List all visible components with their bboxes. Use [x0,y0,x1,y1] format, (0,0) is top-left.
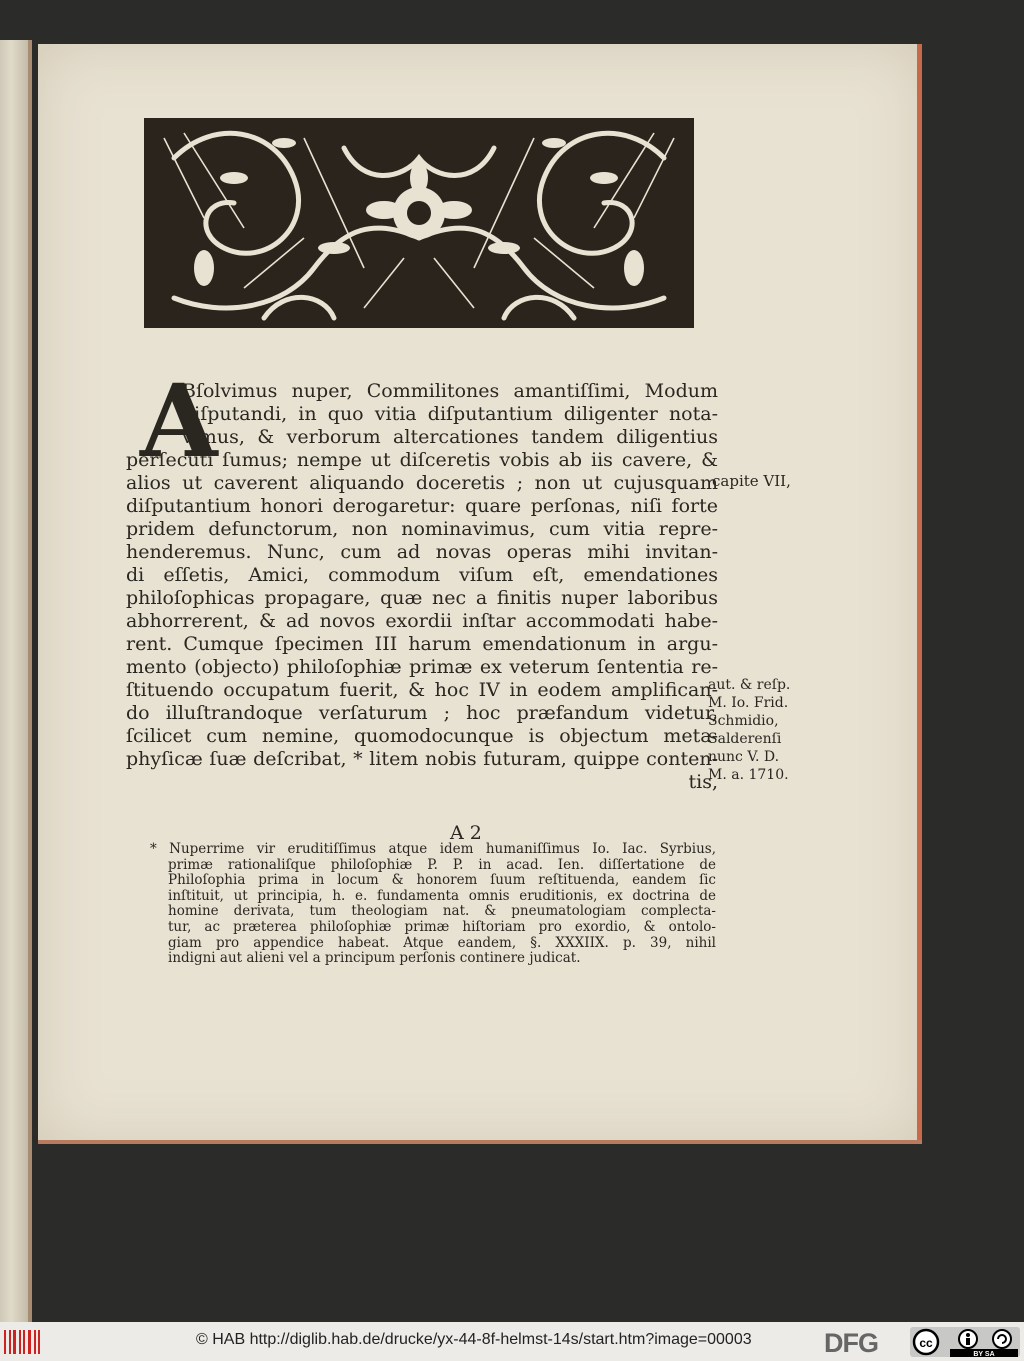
floral-ornament-headpiece [144,118,694,328]
footnote-line: Philoſophia prima in locum & honorem ſuum reſtituenda, eandem ſic [168,872,716,889]
text-line: ſtituendo occupatum fuerit, & hoc IV in eodem amplifican- [126,679,718,701]
footnote-line: primæ rationaliſque philoſophiæ P. P. in acad. Ien. diſſertatione de [168,856,716,873]
text-line: henderemus. Nunc, cum ad novas operas mihi invitan- [126,541,718,563]
text-line: mento (objecto) philoſophiæ primæ ex veterum ſententia re- [126,656,718,678]
svg-text:A: A [140,362,218,480]
text-line: rent. Cumque ſpecimen III harum emendationum in argu- [126,633,718,655]
text-line: abhorrerent, & ad novos exordii inſtar accommodati habe- [126,610,718,632]
text-line: phyſicæ ſuæ deſcribat, * litem nobis futuram, quippe conten- [126,748,718,770]
viewer-footer [0,1322,1024,1361]
margin-note-line: Schmidio, [708,713,779,729]
margin-note-line: aut. & reſp. [708,677,791,693]
book-page [38,44,922,1144]
footnote-line: inſtituit, ut principia, h. e. fundamenta omnis eruditionis, ex doctrina de [168,887,716,904]
source-link[interactable]: © HAB http://diglib.hab.de/drucke/yx-44-8f-helmst-14s/start.htm?image=00003 [196,1331,752,1348]
catchword: tis, [688,771,718,793]
footnote-line: tur, ac præterea philoſophiæ primæ hiſtoriam pro exordio, & ontolo- [168,918,716,935]
page-red-edge [917,44,922,1144]
signature-mark: A 2 [450,822,482,844]
footnote-line: giam pro appendice habeat. Atque eandem, §. XXXIIX. p. 39, nihil [168,934,716,951]
text-line: vimus, & verborum altercationes tandem diligentius [182,426,718,448]
margin-note-capite: capite VII, [712,472,791,490]
margin-note-line: M. a. 1710. [708,767,789,783]
text-line: perſecuti ſumus; nempe ut diſceretis vobis ab iis cavere, & [126,449,718,471]
footnote [150,841,716,967]
dfg-logo: DFG [824,1328,878,1358]
text-line: Bſolvimus nuper, Commilitones amantiſſimi, Modum [182,380,718,402]
text-line: alios ut caverent aliquando doceretis ; non ut cujusquam [126,472,718,494]
text-line: pridem defunctorum, non nominavimus, cum vitia repre- [126,518,718,540]
barcode-icon [4,1330,40,1354]
adjacent-page-edge [0,40,28,1330]
text-line: diſputandi, in quo vitia diſputantium diligenter nota- [182,403,718,425]
text-line: do illuſtrandoque verſaturum ; hoc præfandum videtur, [126,702,718,724]
cc-license-icon[interactable] [910,1327,1020,1357]
footnote-line: homine derivata, tum theologiam nat. & pneumatologiam complecta- [168,903,716,920]
text-line: di eſſetis, Amici, commodum viſum eſt, emendationes [126,564,718,586]
text-line: philoſophicas propagare, quæ nec a finitis nuper laboribus [126,587,718,609]
svg-text:cc: cc [919,1336,933,1350]
footnote-line: indigni aut alieni vel a principum perſonis continere judicat. [168,950,581,967]
margin-note-respondent [708,676,790,784]
svg-text:BY SA: BY SA [973,1351,995,1358]
ornament-icon [144,118,694,328]
text-line: ſcilicet cum nemine, quomodocunque is objectum meta- [126,725,718,747]
margin-note-line: M. Io. Frid. [708,695,789,711]
text-line: diſputantium honori derogaretur: quare perſonas, niſi forte [126,495,718,517]
margin-note-line: nunc V. D. [708,749,780,765]
margin-note-line: Salderenſi [708,731,782,747]
footnote-line: * Nuperrime vir eruditiſſimus atque idem humaniſſimus Io. Iac. Syrbius, [150,841,716,857]
body-text [126,380,718,794]
